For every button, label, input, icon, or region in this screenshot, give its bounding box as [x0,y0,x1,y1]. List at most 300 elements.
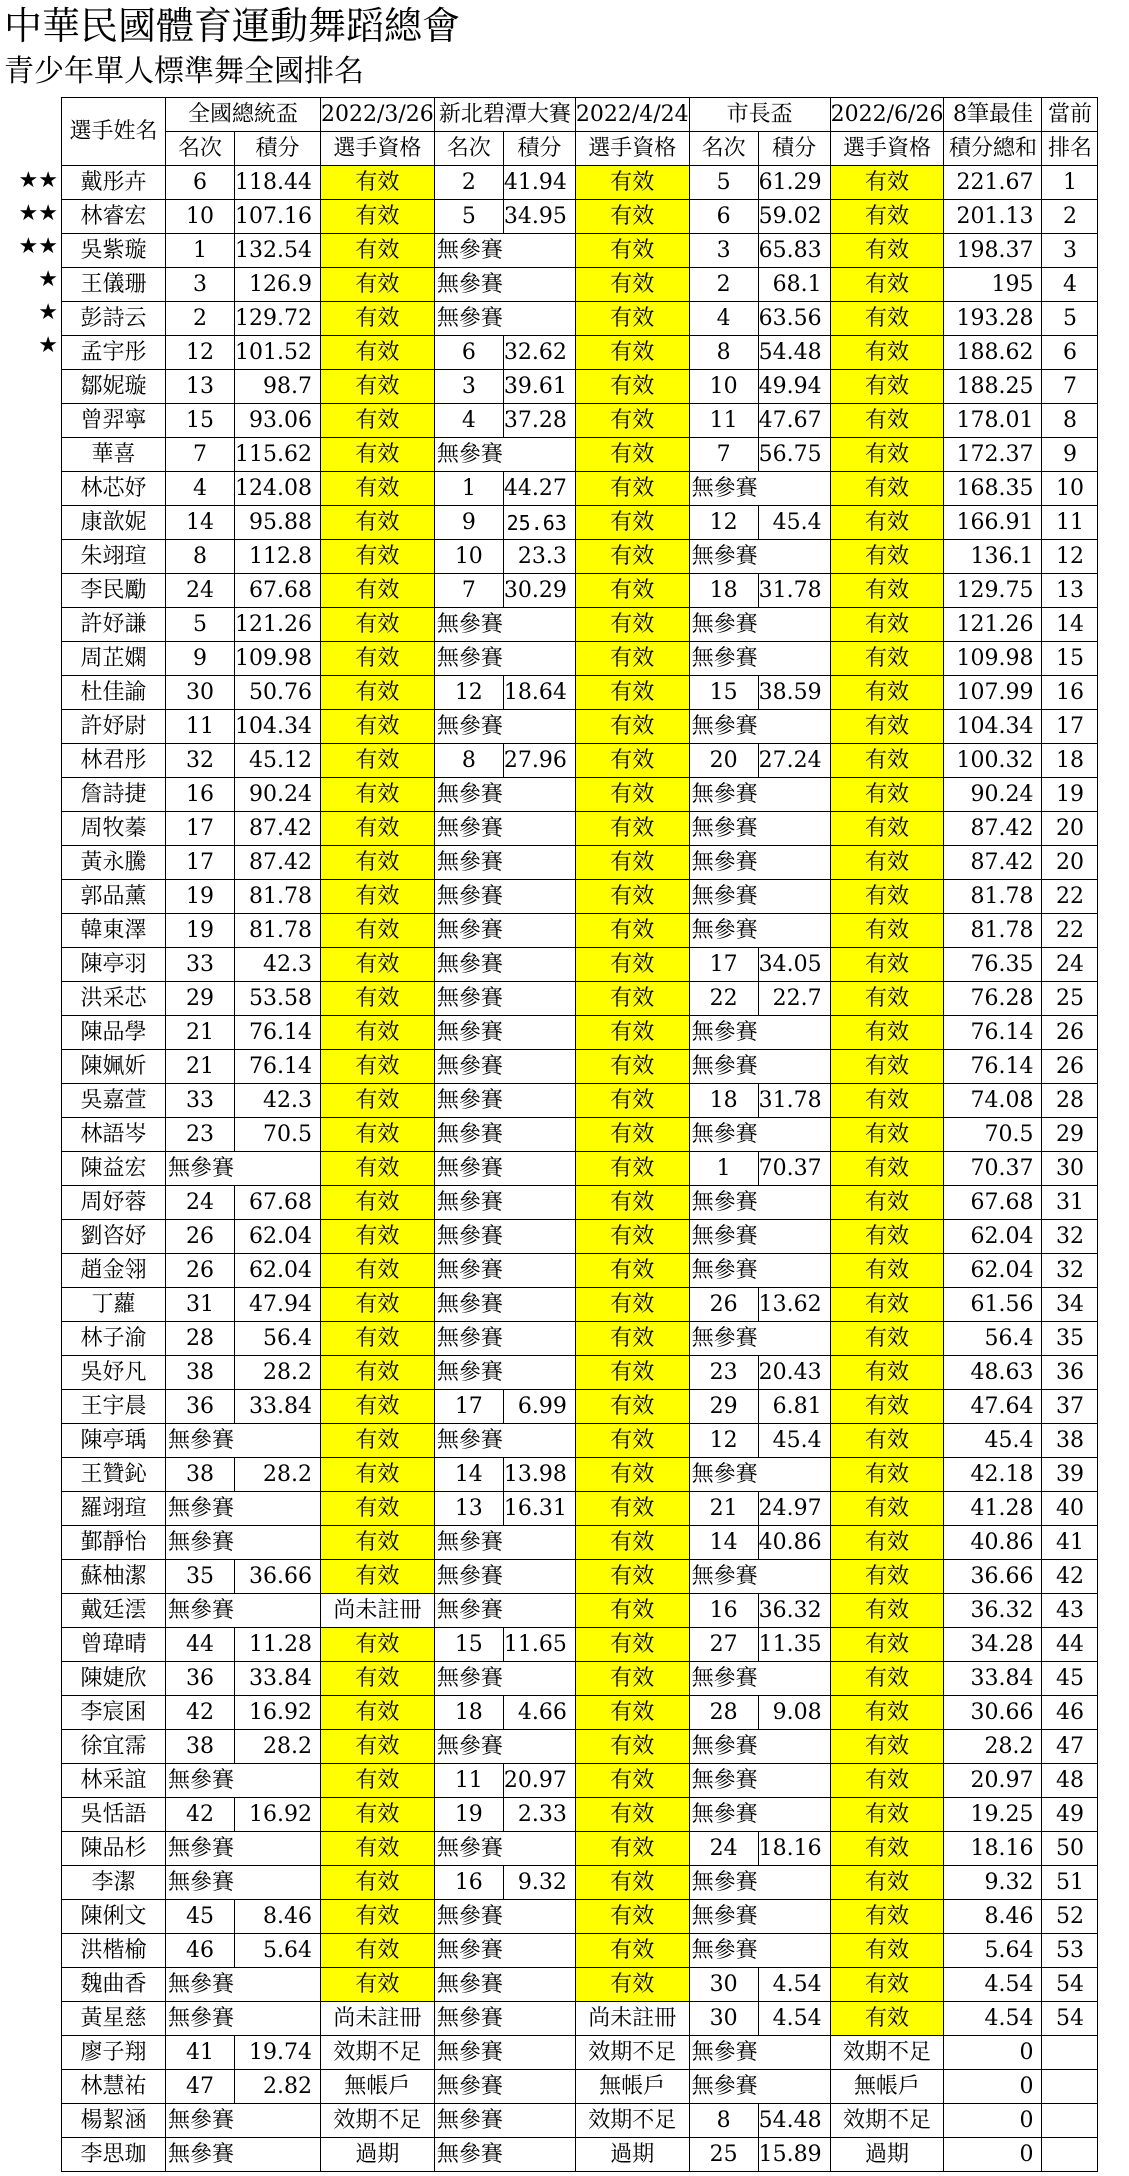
cell-current-rank: 51 [1042,1866,1098,1900]
cell-comp2-points: 44.27 [503,472,575,506]
cell-comp3-points: 59.02 [758,200,830,234]
cell-comp2-eligibility: 有效 [575,1662,689,1696]
cell-total-points: 166.91 [944,506,1042,540]
cell-player-name: 周牧蓁 [62,812,166,846]
cell-comp1-eligibility: 有效 [321,1390,435,1424]
cell-comp2-eligibility: 有效 [575,1968,689,2002]
cell-comp2-eligibility: 有效 [575,1798,689,1832]
cell-comp2-points: 37.28 [503,404,575,438]
cell-comp3-eligibility: 有效 [830,676,944,710]
cell-comp2-points [503,438,575,472]
cell-comp3-points [758,1730,830,1764]
table-row [62,1220,1098,1254]
header-eligibility-3: 選手資格 [830,132,944,166]
table-row [62,1322,1098,1356]
cell-comp3-eligibility: 效期不足 [830,2104,944,2138]
cell-comp3-eligibility: 有效 [830,1492,944,1526]
cell-comp3-place: 無參賽 [689,1560,758,1594]
cell-comp2-place: 無參賽 [434,2070,503,2104]
cell-comp1-eligibility: 有效 [321,1492,435,1526]
table-row [62,234,1098,268]
header-points-3: 積分 [758,132,830,166]
cell-comp2-place: 無參賽 [434,1730,503,1764]
cell-comp2-eligibility: 有效 [575,914,689,948]
cell-comp2-points [503,1152,575,1186]
cell-comp1-eligibility: 有效 [321,744,435,778]
cell-comp2-place: 5 [434,200,503,234]
cell-comp2-place: 7 [434,574,503,608]
table-row [62,1696,1098,1730]
cell-comp1-eligibility: 有效 [321,1866,435,1900]
cell-total-points: 76.14 [944,1016,1042,1050]
cell-comp1-points: 2.82 [235,2070,321,2104]
cell-comp1-place: 3 [166,268,235,302]
cell-comp1-place: 10 [166,200,235,234]
cell-comp1-points: 90.24 [235,778,321,812]
table-row [62,268,1098,302]
cell-comp2-points [503,234,575,268]
cell-comp3-place: 無參賽 [689,1118,758,1152]
cell-current-rank: 45 [1042,1662,1098,1696]
cell-comp2-points [503,302,575,336]
cell-total-points: 30.66 [944,1696,1042,1730]
table-row [62,1424,1098,1458]
cell-comp3-place: 無參賽 [689,2070,758,2104]
cell-comp1-place: 41 [166,2036,235,2070]
cell-comp1-place: 23 [166,1118,235,1152]
table-row [62,540,1098,574]
cell-comp3-eligibility: 有效 [830,166,944,200]
cell-comp2-points: 25.63 [503,506,575,540]
table-row [62,1254,1098,1288]
cell-comp3-eligibility: 有效 [830,948,944,982]
cell-comp1-place: 26 [166,1220,235,1254]
cell-comp1-points: 95.88 [235,506,321,540]
cell-comp2-place: 無參賽 [434,608,503,642]
cell-comp2-points [503,1016,575,1050]
cell-comp2-place: 無參賽 [434,948,503,982]
table-row [62,1050,1098,1084]
cell-comp3-eligibility: 有效 [830,1934,944,1968]
cell-comp1-place: 32 [166,744,235,778]
cell-comp2-place: 無參賽 [434,1424,503,1458]
table-row [62,1968,1098,2002]
cell-comp3-place: 無參賽 [689,2036,758,2070]
cell-comp3-place: 27 [689,1628,758,1662]
cell-comp1-eligibility: 過期 [321,2138,435,2172]
table-row [62,710,1098,744]
cell-comp1-place: 47 [166,2070,235,2104]
cell-comp2-eligibility: 有效 [575,302,689,336]
cell-comp1-points [235,1968,321,2002]
cell-comp1-place: 無參賽 [166,2002,235,2036]
cell-comp1-eligibility: 有效 [321,302,435,336]
cell-player-name: 陳品杉 [62,1832,166,1866]
cell-comp2-eligibility: 有效 [575,1118,689,1152]
cell-comp3-points [758,1322,830,1356]
cell-comp1-place: 11 [166,710,235,744]
cell-comp3-eligibility: 有效 [830,200,944,234]
cell-comp1-points [235,1492,321,1526]
header-comp-2: 新北碧潭大賽 [434,98,575,132]
table-row [62,1458,1098,1492]
cell-comp2-points [503,1900,575,1934]
cell-comp2-eligibility: 有效 [575,1220,689,1254]
cell-comp3-points [758,1186,830,1220]
cell-current-rank: 50 [1042,1832,1098,1866]
cell-comp2-points: 18.64 [503,676,575,710]
cell-comp2-points: 27.96 [503,744,575,778]
cell-comp1-points [235,1526,321,1560]
cell-total-points: 4.54 [944,1968,1042,2002]
cell-comp3-eligibility: 有效 [830,336,944,370]
header-player-name: 選手姓名 [62,98,166,166]
cell-comp3-place: 3 [689,234,758,268]
cell-comp1-points: 16.92 [235,1798,321,1832]
cell-comp3-place: 25 [689,2138,758,2172]
cell-comp1-place: 29 [166,982,235,1016]
cell-comp1-eligibility: 有效 [321,1118,435,1152]
cell-comp3-points: 24.97 [758,1492,830,1526]
cell-comp2-place: 無參賽 [434,1934,503,1968]
cell-comp1-place: 17 [166,812,235,846]
cell-comp1-eligibility: 有效 [321,1730,435,1764]
cell-current-rank: 11 [1042,506,1098,540]
cell-comp2-eligibility: 有效 [575,1764,689,1798]
cell-comp3-place: 30 [689,2002,758,2036]
table-row [62,404,1098,438]
cell-comp3-points [758,608,830,642]
cell-comp1-eligibility: 有效 [321,778,435,812]
cell-comp2-points [503,812,575,846]
cell-current-rank: 39 [1042,1458,1098,1492]
cell-player-name: 許妤謙 [62,608,166,642]
cell-comp1-eligibility: 有效 [321,812,435,846]
cell-comp1-place: 31 [166,1288,235,1322]
cell-comp1-place: 無參賽 [166,2104,235,2138]
cell-player-name: 曾羿寧 [62,404,166,438]
cell-comp2-points [503,1118,575,1152]
cell-comp2-points [503,1084,575,1118]
cell-comp1-eligibility: 有效 [321,1050,435,1084]
cell-comp3-place: 無參賽 [689,1866,758,1900]
cell-comp3-place: 無參賽 [689,846,758,880]
cell-current-rank: 40 [1042,1492,1098,1526]
cell-total-points: 100.32 [944,744,1042,778]
cell-comp3-eligibility: 有效 [830,1356,944,1390]
header-total: 8筆最佳 [944,98,1042,132]
cell-comp2-points: 32.62 [503,336,575,370]
cell-total-points: 104.34 [944,710,1042,744]
cell-player-name: 蘇柚潔 [62,1560,166,1594]
cell-comp2-eligibility: 有效 [575,608,689,642]
cell-comp3-eligibility: 有效 [830,2002,944,2036]
cell-comp3-place: 無參賽 [689,540,758,574]
cell-player-name: 林子渝 [62,1322,166,1356]
cell-comp2-place: 無參賽 [434,2138,503,2172]
cell-total-points: 67.68 [944,1186,1042,1220]
cell-comp1-eligibility: 有效 [321,1764,435,1798]
cell-comp1-place: 42 [166,1798,235,1832]
cell-comp1-points: 70.5 [235,1118,321,1152]
cell-comp1-points: 76.14 [235,1050,321,1084]
cell-comp1-place: 15 [166,404,235,438]
star-marker: ★★ [18,168,58,193]
cell-comp1-eligibility: 有效 [321,234,435,268]
cell-current-rank: 12 [1042,540,1098,574]
cell-comp1-place: 46 [166,1934,235,1968]
cell-comp2-place: 無參賽 [434,642,503,676]
cell-total-points: 178.01 [944,404,1042,438]
cell-player-name: 林睿宏 [62,200,166,234]
cell-total-points: 62.04 [944,1254,1042,1288]
cell-player-name: 王贊鈊 [62,1458,166,1492]
cell-comp1-eligibility: 有效 [321,1900,435,1934]
cell-comp1-place: 無參賽 [166,1764,235,1798]
header-date-3: 2022/6/26 [830,98,944,132]
cell-player-name: 楊絜涵 [62,2104,166,2138]
cell-comp2-eligibility: 有效 [575,1152,689,1186]
cell-comp1-eligibility: 有效 [321,370,435,404]
header-comp-3: 市長盃 [689,98,830,132]
cell-comp2-points: 13.98 [503,1458,575,1492]
cell-comp1-place: 42 [166,1696,235,1730]
cell-comp2-place: 無參賽 [434,1118,503,1152]
table-row [62,302,1098,336]
cell-comp2-eligibility: 有效 [575,234,689,268]
cell-comp2-points [503,710,575,744]
cell-comp2-place: 無參賽 [434,234,503,268]
cell-comp1-points [235,2002,321,2036]
cell-comp1-eligibility: 有效 [321,1798,435,1832]
cell-comp2-place: 無參賽 [434,438,503,472]
cell-comp1-points: 42.3 [235,1084,321,1118]
cell-player-name: 陳俐文 [62,1900,166,1934]
cell-comp1-points: 28.2 [235,1356,321,1390]
cell-comp1-points [235,1594,321,1628]
cell-current-rank: 43 [1042,1594,1098,1628]
cell-comp1-points: 47.94 [235,1288,321,1322]
cell-comp1-eligibility: 有效 [321,608,435,642]
cell-current-rank: 18 [1042,744,1098,778]
cell-current-rank [1042,2036,1098,2070]
cell-comp1-eligibility: 有效 [321,1458,435,1492]
cell-comp3-eligibility: 有效 [830,1900,944,1934]
cell-comp2-points [503,1934,575,1968]
cell-comp2-place: 10 [434,540,503,574]
cell-comp1-place: 12 [166,336,235,370]
cell-comp1-eligibility: 有效 [321,1696,435,1730]
cell-comp3-place: 10 [689,370,758,404]
cell-current-rank: 47 [1042,1730,1098,1764]
cell-comp1-place: 9 [166,642,235,676]
cell-comp3-place: 11 [689,404,758,438]
cell-player-name: 康歆妮 [62,506,166,540]
cell-current-rank: 37 [1042,1390,1098,1424]
cell-comp1-eligibility: 有效 [321,1084,435,1118]
cell-comp2-place: 無參賽 [434,1900,503,1934]
cell-comp2-eligibility: 過期 [575,2138,689,2172]
cell-comp1-points [235,1832,321,1866]
cell-player-name: 李民勵 [62,574,166,608]
cell-comp3-points [758,1118,830,1152]
cell-comp1-points: 101.52 [235,336,321,370]
table-row [62,370,1098,404]
cell-total-points: 28.2 [944,1730,1042,1764]
cell-comp3-place: 無參賽 [689,880,758,914]
cell-comp3-points [758,1662,830,1696]
cell-comp3-eligibility: 有效 [830,1628,944,1662]
cell-comp3-eligibility: 有效 [830,1730,944,1764]
cell-player-name: 黃永騰 [62,846,166,880]
cell-comp2-eligibility: 有效 [575,574,689,608]
header-points-1: 積分 [235,132,321,166]
table-row [62,1356,1098,1390]
cell-total-points: 87.42 [944,846,1042,880]
cell-total-points: 90.24 [944,778,1042,812]
cell-comp3-place: 7 [689,438,758,472]
cell-comp1-place: 無參賽 [166,1526,235,1560]
cell-comp2-eligibility: 有效 [575,1254,689,1288]
cell-total-points: 8.46 [944,1900,1042,1934]
cell-comp2-eligibility: 有效 [575,1458,689,1492]
cell-player-name: 杜佳諭 [62,676,166,710]
cell-comp3-points [758,914,830,948]
cell-comp2-place: 4 [434,404,503,438]
cell-total-points: 195 [944,268,1042,302]
cell-comp1-points: 28.2 [235,1730,321,1764]
cell-player-name: 孟宇彤 [62,336,166,370]
header-place-2: 名次 [434,132,503,166]
page-title: 中華民國體育運動舞蹈總會 [4,4,461,48]
cell-comp1-points: 67.68 [235,1186,321,1220]
cell-comp1-eligibility: 有效 [321,1186,435,1220]
cell-comp1-eligibility: 有效 [321,1220,435,1254]
cell-current-rank [1042,2104,1098,2138]
cell-comp3-points: 20.43 [758,1356,830,1390]
cell-comp2-eligibility: 有效 [575,880,689,914]
table-row [62,642,1098,676]
cell-current-rank: 8 [1042,404,1098,438]
cell-comp1-eligibility: 效期不足 [321,2104,435,2138]
cell-comp2-eligibility: 有效 [575,710,689,744]
cell-comp1-points [235,2138,321,2172]
table-row [62,1628,1098,1662]
cell-comp3-place: 2 [689,268,758,302]
header-points-2: 積分 [503,132,575,166]
cell-comp1-points: 67.68 [235,574,321,608]
cell-comp1-points: 5.64 [235,1934,321,1968]
header-place-3: 名次 [689,132,758,166]
cell-comp3-eligibility: 有效 [830,234,944,268]
cell-current-rank: 54 [1042,2002,1098,2036]
cell-comp1-points: 126.9 [235,268,321,302]
cell-comp1-points: 11.28 [235,1628,321,1662]
cell-total-points: 70.5 [944,1118,1042,1152]
cell-player-name: 彭詩云 [62,302,166,336]
cell-player-name: 陳亭羽 [62,948,166,982]
cell-comp3-eligibility: 有效 [830,642,944,676]
cell-current-rank: 13 [1042,574,1098,608]
table-row [62,1526,1098,1560]
cell-player-name: 林芯妤 [62,472,166,506]
cell-player-name: 林采誼 [62,1764,166,1798]
cell-comp1-place: 38 [166,1730,235,1764]
cell-comp2-place: 無參賽 [434,846,503,880]
cell-comp1-eligibility: 有效 [321,1254,435,1288]
cell-total-points: 76.14 [944,1050,1042,1084]
header-eligibility-2: 選手資格 [575,132,689,166]
cell-comp1-eligibility: 有效 [321,540,435,574]
cell-current-rank: 53 [1042,1934,1098,1968]
cell-current-rank: 20 [1042,812,1098,846]
cell-comp3-place: 無參賽 [689,1050,758,1084]
cell-comp1-points: 98.7 [235,370,321,404]
cell-comp3-points [758,1866,830,1900]
cell-comp2-place: 17 [434,1390,503,1424]
cell-current-rank: 20 [1042,846,1098,880]
cell-comp3-eligibility: 有效 [830,1390,944,1424]
cell-player-name: 丁蘿 [62,1288,166,1322]
cell-comp2-eligibility: 有效 [575,1696,689,1730]
cell-player-name: 李思珈 [62,2138,166,2172]
cell-current-rank: 44 [1042,1628,1098,1662]
table-row [62,1866,1098,1900]
cell-comp2-eligibility: 有效 [575,1730,689,1764]
cell-comp3-place: 無參賽 [689,1322,758,1356]
cell-comp2-points [503,1968,575,2002]
table-row [62,676,1098,710]
table-row [62,744,1098,778]
cell-total-points: 62.04 [944,1220,1042,1254]
cell-comp3-place: 無參賽 [689,812,758,846]
cell-comp2-place: 8 [434,744,503,778]
cell-comp1-place: 24 [166,574,235,608]
cell-comp1-points [235,1866,321,1900]
table-row [62,1288,1098,1322]
cell-comp1-place: 44 [166,1628,235,1662]
cell-comp1-place: 26 [166,1254,235,1288]
cell-comp1-points: 104.34 [235,710,321,744]
cell-comp3-eligibility: 有效 [830,744,944,778]
cell-comp1-eligibility: 有效 [321,1934,435,1968]
cell-current-rank: 32 [1042,1220,1098,1254]
cell-comp1-place: 14 [166,506,235,540]
cell-comp1-points: 56.4 [235,1322,321,1356]
cell-comp1-points: 62.04 [235,1254,321,1288]
table-row [62,438,1098,472]
cell-comp1-eligibility: 有效 [321,574,435,608]
cell-comp3-points [758,880,830,914]
cell-comp3-points: 45.4 [758,1424,830,1458]
cell-comp2-place: 無參賽 [434,1322,503,1356]
cell-comp2-place: 無參賽 [434,1016,503,1050]
cell-comp3-points: 34.05 [758,948,830,982]
cell-comp2-points: 39.61 [503,370,575,404]
cell-current-rank: 46 [1042,1696,1098,1730]
cell-comp1-points: 33.84 [235,1662,321,1696]
cell-comp3-points [758,1560,830,1594]
cell-comp2-eligibility: 有效 [575,370,689,404]
cell-comp1-points: 36.66 [235,1560,321,1594]
cell-comp1-eligibility: 有效 [321,472,435,506]
cell-comp1-eligibility: 有效 [321,1662,435,1696]
table-row [62,1832,1098,1866]
table-row [62,1152,1098,1186]
cell-comp2-eligibility: 有效 [575,1424,689,1458]
cell-comp1-eligibility: 有效 [321,1560,435,1594]
cell-comp2-eligibility: 有效 [575,1288,689,1322]
